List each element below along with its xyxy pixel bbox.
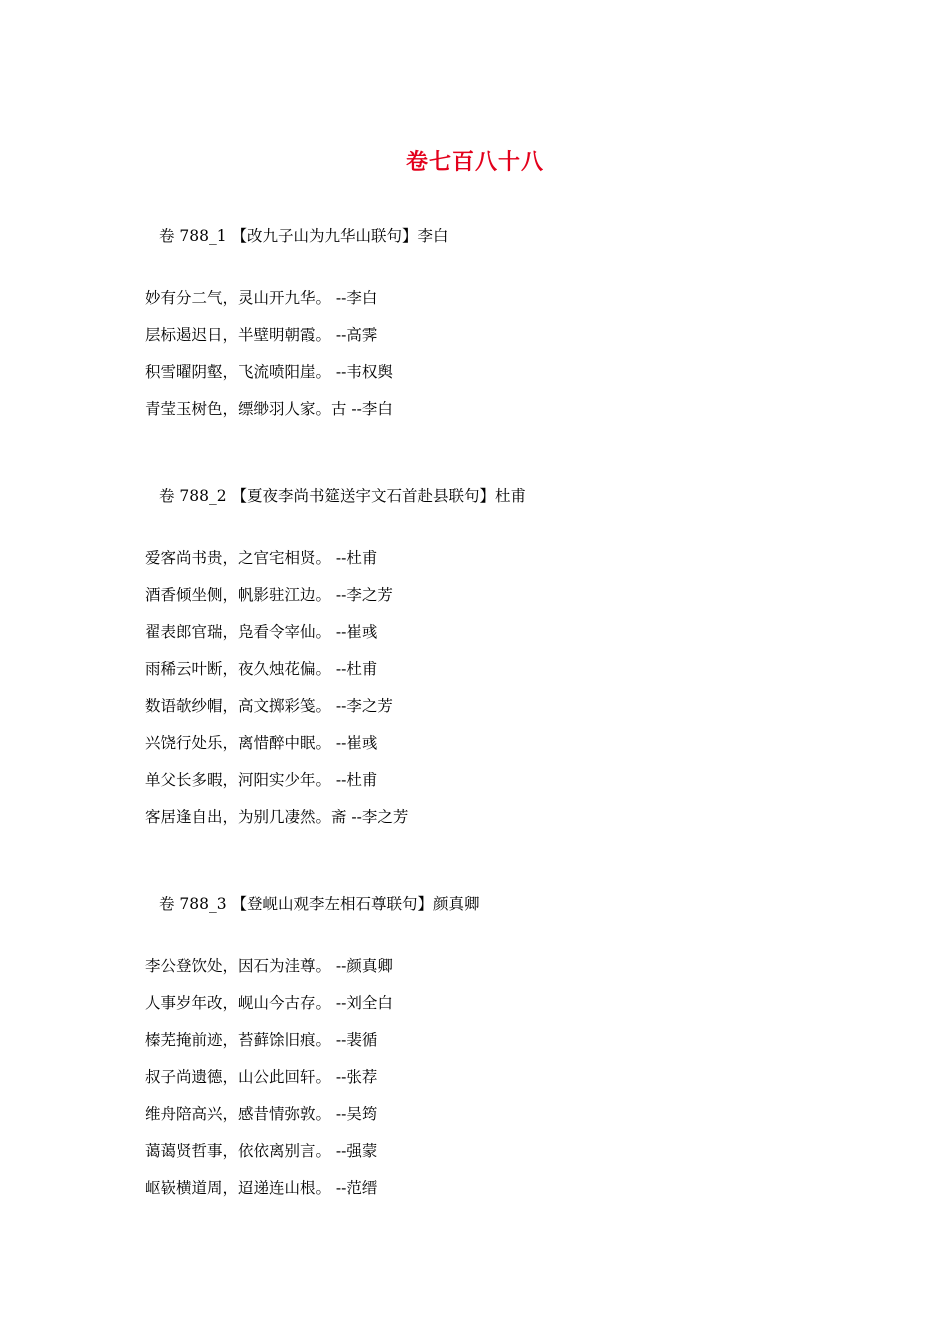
poem-line: 李公登饮处，因石为洼尊。 --颜真卿 bbox=[145, 957, 393, 975]
poem-line: 单父长多暇，河阳实少年。 --杜甫 bbox=[145, 771, 378, 789]
poem-line: 客居逢自出，为别几凄然。斋 --李之芳 bbox=[145, 808, 409, 826]
poem-line: 酒香倾坐侧，帆影驻江边。 --李之芳 bbox=[145, 586, 393, 604]
poem-line: 蔼蔼贤哲事，依依离别言。 --强蒙 bbox=[145, 1142, 378, 1160]
poem-line: 爱客尚书贵，之官宅相贤。 --杜甫 bbox=[145, 549, 378, 567]
section-heading: 卷 788_2 【夏夜李尚书筵送宇文石首赴县联句】杜甫 bbox=[159, 487, 527, 505]
poem-line: 岖嵚横道周，迢递连山根。 --范缙 bbox=[145, 1179, 378, 1197]
poem-line: 数语欹纱帽，高文掷彩笺。 --李之芳 bbox=[145, 697, 393, 715]
poem-line: 翟表郎官瑞，凫看令宰仙。 --崔彧 bbox=[145, 623, 378, 641]
poem-line: 叔子尚遗德，山公此回轩。 --张荐 bbox=[145, 1068, 378, 1086]
section-heading: 卷 788_3 【登岘山观李左相石尊联句】颜真卿 bbox=[159, 895, 480, 913]
poem-line: 层标遏迟日，半壁明朝霞。 --高霁 bbox=[145, 326, 378, 344]
poem-line: 榛芜掩前迹，苔藓馀旧痕。 --裴循 bbox=[145, 1031, 378, 1049]
poem-line: 兴饶行处乐，离惜醉中眠。 --崔彧 bbox=[145, 734, 378, 752]
poem-line: 青莹玉树色，缥缈羽人家。古 --李白 bbox=[145, 400, 393, 418]
poem-line: 人事岁年改，岘山今古存。 --刘全白 bbox=[145, 994, 393, 1012]
section-heading: 卷 788_1 【改九子山为九华山联句】李白 bbox=[159, 227, 449, 245]
poem-line: 积雪曜阴壑，飞流喷阳崖。 --韦权舆 bbox=[145, 363, 393, 381]
poem-line: 妙有分二气，灵山开九华。 --李白 bbox=[145, 289, 378, 307]
poem-line: 维舟陪高兴，感昔情弥敦。 --吴筠 bbox=[145, 1105, 378, 1123]
poem-line: 雨稀云叶断，夜久烛花偏。 --杜甫 bbox=[145, 660, 378, 678]
page-title: 卷七百八十八 bbox=[405, 149, 544, 175]
